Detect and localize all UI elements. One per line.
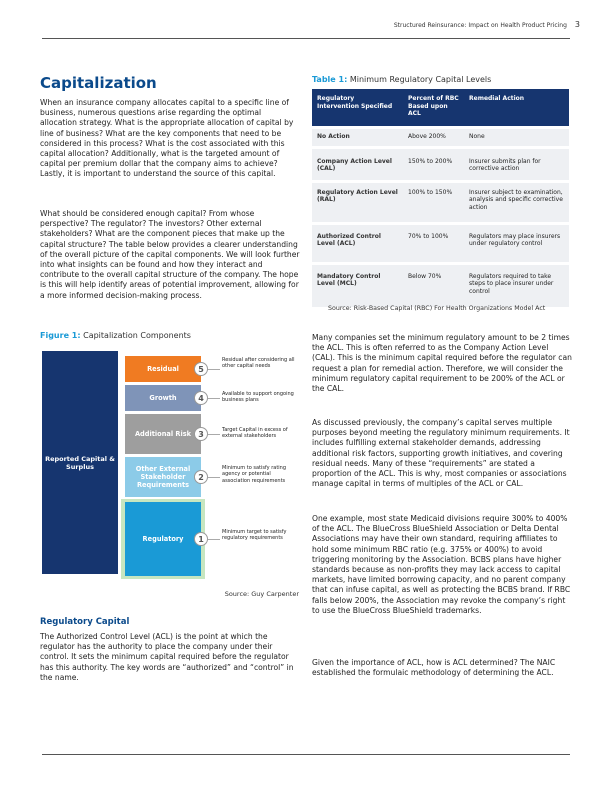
number-circle: 2 xyxy=(194,470,208,484)
capital-levels-table xyxy=(312,89,569,307)
number-circle: 3 xyxy=(194,427,208,441)
number-circle: 1 xyxy=(194,532,208,546)
table-source: Source: Risk-Based Capital (RBC) For Health Organizations Model Act xyxy=(328,305,546,312)
table-title: Minimum Regulatory Capital Levels xyxy=(349,75,492,84)
figure-source: Source: Guy Carpenter xyxy=(224,590,299,598)
table-caption xyxy=(312,75,491,84)
table-label: Table 1: xyxy=(312,75,348,84)
table-row: No Action Above 200% None xyxy=(312,127,569,147)
number-circle: 4 xyxy=(194,391,208,405)
connector xyxy=(208,539,220,540)
subsection-title: Regulatory Capital xyxy=(40,617,130,627)
medicaid-paragraph: One example, most state Medicaid divisions require 300% to 400% of the ACL. The BlueCross BlueShield Association or Delta Dental Associations may have their own standard, requiring affiliates to hold some minimum RBC ratio (e.g. 375% or 400%) to avoid triggering monitoring by the Association. BCBS plans have higher standards because as non-profits they may lack access to capital markets, have limited borrowing capacity, and no parent company that can infuse capital, as well as protecting the BCBS brand. If RBC falls below 200%, the Association may revoke the company’s right to use the BlueCross BlueShield trademarks. xyxy=(312,514,571,615)
running-header xyxy=(394,20,580,29)
column-header: Percent of RBC Based upon ACL xyxy=(403,89,464,127)
column-header: Remedial Action xyxy=(464,89,569,127)
table-header-row xyxy=(312,89,569,127)
figure-title: Capitalization Components xyxy=(83,331,191,340)
table-row: Mandatory Control Level (MCL) Below 70% Regulators required to take steps to place insurer under control xyxy=(312,263,569,307)
acl-determination-paragraph: Given the importance of ACL, how is ACL determined? The NAIC established the formulaic methodology of determining the ACL. xyxy=(312,658,556,678)
footer-rule xyxy=(42,754,570,755)
section-title: Capitalization xyxy=(40,74,157,92)
page-number: 3 xyxy=(574,20,580,29)
table-row: Authorized Control Level (ACL) 70% to 100% Regulators may place insurers under regulatory control xyxy=(312,223,569,263)
cal-paragraph: Many companies set the minimum regulatory amount to be 2 times the ACL. This is often referred to as the Company Action Level (CAL). This is the minimum capital required before the regulator can request a plan for remedial action. Therefore, we will consider the minimum regulatory capital requirement to be 200% of the ACL or the CAL. xyxy=(312,333,572,394)
additional-risk-desc: Target Capital in excess of external stakeholders xyxy=(222,427,288,440)
residual-desc: Residual after considering all other capital needs xyxy=(222,357,295,370)
connector xyxy=(208,477,220,478)
purposes-paragraph: As discussed previously, the company’s capital serves multiple purposes beyond meeting the regulatory minimum requirements. It includes fulfilling external stakeholder demands, addressing additional risk factors, supporting growth initiatives, and covering residual needs. Many of these “requirements” are stated a proportion of the ACL. This is why, most companies or associations manage capital in terms of multiples of the ACL or CAL. xyxy=(312,418,570,489)
acl-paragraph: The Authorized Control Level (ACL) is the point at which the regulator has the authority to place the company under their control. It sets the minimum capital required before the regulator has this authority. The key words are “authorized” and “control” in the name. xyxy=(40,632,294,682)
external-stakeholder-desc: Minimum to satisfy rating agency or potential association requirements xyxy=(222,465,287,484)
connector xyxy=(208,434,220,435)
connector xyxy=(208,369,220,370)
number-circle: 5 xyxy=(194,362,208,376)
header-rule xyxy=(42,38,570,39)
block-external-stakeholder: Other External Stakeholder Requirements xyxy=(125,457,201,497)
intro-paragraph: When an insurance company allocates capital to a specific line of business, numerous questions arise regarding the optimal allocation strategy. What is the appropriate allocation of capital by line of business? What are the key components that need to be considered in this process? What is the cost associated with this capital allocation? Additionally, what is the targeted amount of capital per premium dollar that the company aims to achieve? Lastly, it is important to understand the source of this capital. xyxy=(40,98,294,179)
figure-label: Figure 1: xyxy=(40,331,81,340)
block-growth: Growth xyxy=(125,385,201,411)
column-header: Regulatory Intervention Specified xyxy=(312,89,403,127)
table-row: Company Action Level (CAL) 150% to 200% Insurer submits plan for corrective action xyxy=(312,147,569,181)
growth-desc: Available to support ongoing business plans xyxy=(222,391,294,404)
capital-question-paragraph: What should be considered enough capital? From whose perspective? The regulator? The investors? Other external stakeholders? What are the component pieces that make up the capital structure? The table below provides a clearer understanding of the overall picture of the capital components. We will look further into what insights can be found and how they interact and contribute to the overall capital structure of the company. The hope is this will help identify areas of potential improvement, allowing for a more informed decision-making process. xyxy=(40,209,300,300)
table-row: Regulatory Action Level (RAL) 100% to 150% Insurer subject to examination, analysis and specific corrective action xyxy=(312,181,569,223)
reported-capital-box: Reported Capital & Surplus xyxy=(42,351,118,574)
block-regulatory: Regulatory xyxy=(125,502,201,576)
connector xyxy=(208,398,220,399)
running-title: Structured Reinsurance: Impact on Health Product Pricing xyxy=(393,22,567,29)
regulatory-desc: Minimum target to satisfy regulatory requirements xyxy=(222,529,287,542)
figure-caption xyxy=(40,331,191,340)
block-additional-risk: Additional Risk xyxy=(125,414,201,454)
block-residual: Residual xyxy=(125,356,201,382)
